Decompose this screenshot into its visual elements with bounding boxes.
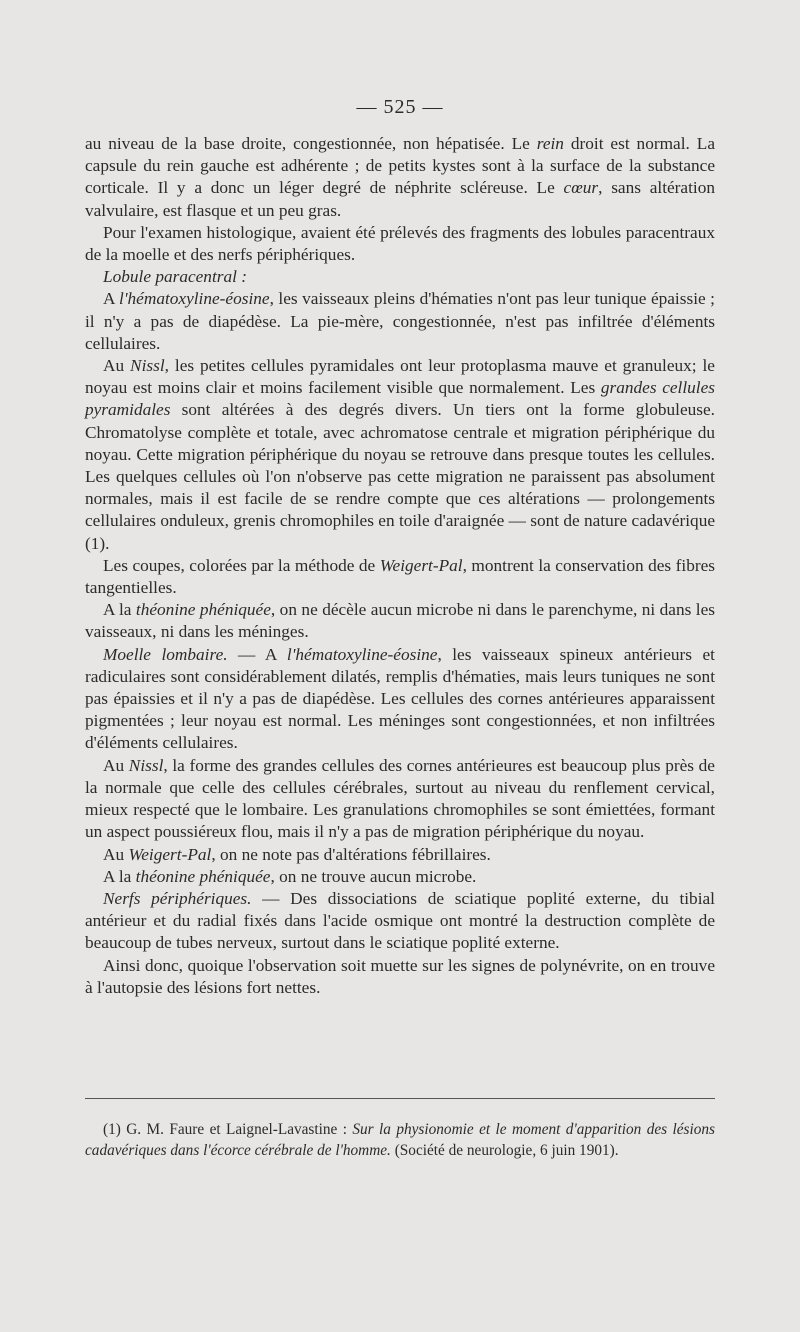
paragraph	[85, 755, 715, 844]
text-run: , montrent la conservation des fibres tangentielles.	[85, 555, 715, 598]
text-run: sont altérées à des degrés divers. Un tiers ont la forme globuleuse. Chromatolyse complète et totale, avec achromatose centrale et migration périphérique du noyau. Cette migration périphérique du noyau se retrouve dans presque toutes les cellules. Les quelques cellules où l'on n'observe pas cette migration ne paraissent pas absolument normales, mais il est facile de se rendre compte que ces altérations — prolongements cellulaires onduleux, grenis chromophiles en toile d'araignée — sont de nature cadavérique (1).	[85, 400, 715, 553]
text-run: A la	[103, 866, 136, 886]
italic-run: Nerfs périphériques.	[103, 888, 252, 908]
paragraph	[85, 133, 715, 222]
paragraph	[85, 599, 715, 643]
italic-run: Weigert-Pal	[128, 844, 212, 864]
paragraph	[85, 288, 715, 355]
text-run: , sans altération valvulaire, est flasque et un peu gras.	[85, 178, 715, 220]
italic-run: théonine phéniquée	[135, 866, 271, 886]
footnote	[85, 1119, 715, 1161]
text-run: droit est normal. La capsule du rein gauche est adhérente ; de petits kystes sont à la surface de la substance corticale. Il y a donc un léger degré de néphrite scléreuse. Le	[85, 134, 715, 198]
paragraph	[85, 644, 715, 755]
body-text	[85, 133, 715, 999]
text-run: Au	[103, 755, 129, 775]
italic-run: théonine phéniquée	[135, 600, 271, 620]
text-run: , la forme des grandes cellules des cornes antérieures est beaucoup plus près de la normale que celle des cellules cérébrales, surtout au niveau du renflement cervical, mieux respecté que le lombaire. Les granulations chromophiles se sont émiettées, formant un aspect poussiéreux flou, mais il n'y a pas de migration périphérique du noyau.	[85, 755, 715, 842]
text-run: , les vaisseaux pleins d'hématies n'ont pas leur tunique épaissie ; il n'y a pas de diapédèse. La pie-mère, congestionnée, n'est pas infiltrée d'éléments cellulaires.	[85, 289, 715, 353]
italic-run: Weigert-Pal	[379, 555, 463, 575]
paragraph	[85, 222, 715, 266]
italic-run: cœur	[563, 178, 599, 198]
text-run: — A	[227, 644, 287, 664]
text-run: (1) G. M. Faure et Laignel-Lavastine :	[103, 1121, 353, 1138]
footnote-divider	[85, 1098, 715, 1099]
italic-run: grandes cellules pyramidales	[85, 378, 715, 420]
italic-run: rein	[536, 134, 564, 153]
paragraph	[85, 555, 715, 599]
paragraph	[85, 355, 715, 555]
italic-run: l'hématoxyline-éosine	[119, 289, 270, 309]
italic-run: l'hématoxyline-éosine	[286, 644, 438, 664]
paragraph	[85, 888, 715, 955]
text-run: (Société de neurologie, 6 juin 1901).	[390, 1142, 619, 1159]
italic-run: Nissl	[128, 755, 164, 775]
text-run: A	[103, 289, 120, 309]
text-run: Pour l'examen histologique, avaient été prélevés des fragments des lobules paracentraux de la moelle et des nerfs périphériques.	[85, 222, 715, 265]
italic-run: Moelle lombaire.	[103, 644, 228, 664]
italic-run: Lobule paracentral :	[103, 267, 247, 287]
text-run: Au	[103, 356, 131, 376]
footnote-text	[85, 1119, 715, 1161]
paragraph	[85, 955, 715, 999]
text-run: Ainsi donc, quoique l'observation soit muette sur les signes de polynévrite, on en trouve à l'autopsie des lésions fort nettes.	[85, 955, 715, 997]
text-run: Les coupes, colorées par la méthode de	[103, 555, 380, 575]
text-run: A la	[103, 600, 136, 620]
text-run: au niveau de la base droite, congestionnée, non hépatisée. Le	[85, 134, 537, 153]
paragraph	[85, 266, 715, 288]
paragraph	[85, 866, 715, 888]
paragraph	[85, 844, 715, 866]
italic-run: Sur la physionomie et le moment d'apparition des lésions cadavériques dans l'écorce cérébrale de l'homme.	[85, 1121, 716, 1159]
text-run: , les petites cellules pyramidales ont leur protoplasma mauve et granuleux; le noyau est moins clair et moins facilement visible que normalement. Les	[85, 356, 715, 398]
text-run: , on ne trouve aucun microbe.	[270, 866, 477, 886]
page-number: — 525 —	[356, 96, 444, 118]
text-run: , les vaisseaux spineux antérieurs et radiculaires sont considérablement dilatés, remplis d'hématies, mais leurs tuniques ne sont pas épaissies et il n'y a pas de diapédèse. Les cellules des cornes antérieures apparaissent pigmentées ; leur noyau est normal. Les méninges sont congestionnées, et non infiltrées d'éléments cellulaires.	[85, 644, 715, 753]
text-run: , on ne note pas d'altérations fébrillaires.	[211, 844, 491, 864]
text-run: Au	[103, 844, 129, 864]
italic-run: Nissl	[130, 356, 165, 376]
text-run: — Des dissociations de sciatique poplité externe, du tibial antérieur et du radial fixés dans l'acide osmique ont montré la destruction complète de beaucoup de tubes nerveux, surtout dans le sciatique poplité externe.	[85, 888, 715, 953]
text-run: , on ne décèle aucun microbe ni dans le parenchyme, ni dans les vaisseaux, ni dans les méninges.	[85, 600, 715, 642]
